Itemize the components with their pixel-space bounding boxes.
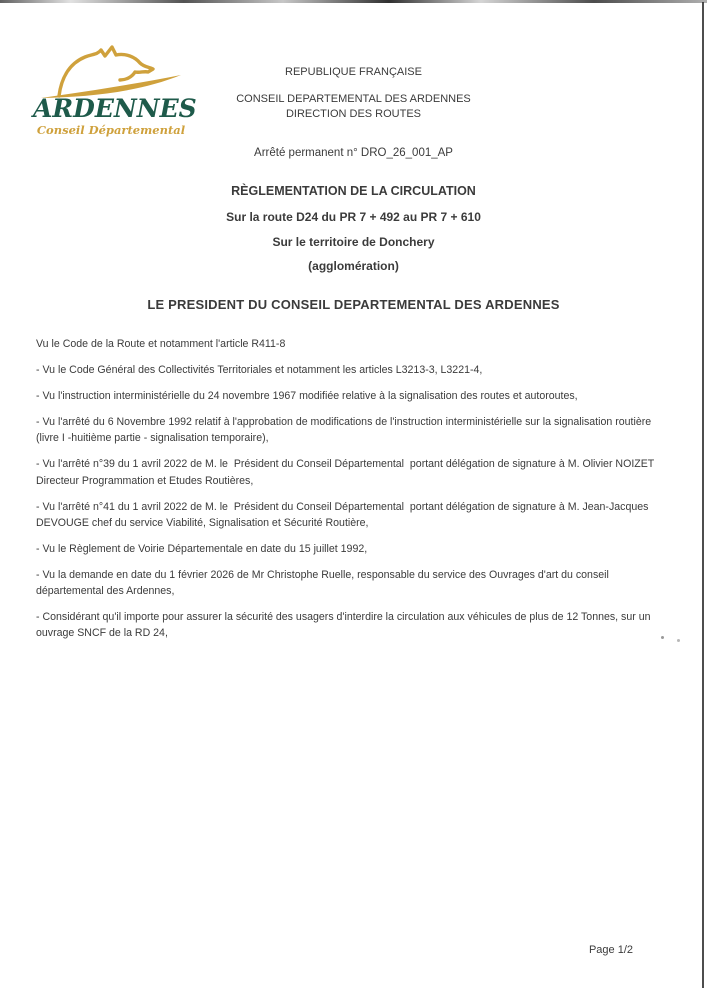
body-paragraph: - Considérant qu'il importe pour assurer la sécurité des usagers d'interdire la circulation aux véhicules de plus de 12 Tonnes, sur un ouvrage SNCF de la RD 24,: [36, 611, 654, 640]
title-line-regulation: RÈGLEMENTATION DE LA CIRCULATION: [231, 184, 476, 198]
body-paragraph: - Vu le Règlement de Voirie Départementale en date du 15 juillet 1992,: [36, 542, 368, 555]
decree-body: [36, 336, 672, 651]
direction-line: DIRECTION DES ROUTES: [285, 108, 422, 120]
page-number: Page 1/2: [588, 944, 633, 956]
department-logo: [33, 44, 197, 137]
title-line-agglomeration: (agglomération): [308, 259, 399, 273]
republic-line: REPUBLIQUE FRANÇAISE: [285, 66, 422, 78]
body-paragraph: - Vu le Code Général des Collectivités Territoriales et notamment les articles L3213-3, L3221-4,: [36, 364, 483, 377]
body-paragraph: - Vu l'arrêté du 6 Novembre 1992 relatif à l'approbation de modifications de l'instruction interministérielle sur la signalisation routière (livre I -huitième partie - signalisation temporaire),: [36, 416, 655, 445]
logo-subtitle: Conseil Départemental: [36, 123, 186, 137]
body-paragraph: Vu le Code de la Route et notamment l'article R411-8: [36, 338, 286, 350]
title-line-route: Sur la route D24 du PR 7 + 492 au PR 7 + 610: [226, 210, 481, 224]
body-paragraph: - Vu l'instruction interministérielle du 24 novembre 1967 modifiée relative à la signalisation des routes et autoroutes,: [36, 390, 578, 403]
decree-reference-line: Arrêté permanent n° DRO_26_001_AP: [254, 147, 453, 159]
body-paragraph: - Vu la demande en date du 1 février 2026 de Mr Christophe Ruelle, responsable du service des Ouvrages d'art du conseil départemental des Ardennes,: [36, 568, 612, 598]
logo-wordmark: ARDENNES: [33, 94, 197, 123]
scan-edge-top: [0, 0, 707, 3]
president-heading: LE PRESIDENT DU CONSEIL DEPARTEMENTAL DES ARDENNES: [147, 297, 560, 312]
body-paragraph: - Vu l'arrêté n°41 du 1 avril 2022 de M. le Président du Conseil Départemental portant délégation de signature à M. Jean-Jacques DEVOUGE chef du service Viabilité, Signalisation et Sécurité Routière,: [36, 500, 652, 529]
scan-speck: [677, 639, 680, 642]
organization-line: CONSEIL DEPARTEMENTAL DES ARDENNES: [236, 93, 471, 105]
title-line-territory: Sur le territoire de Donchery: [272, 235, 435, 249]
body-paragraph: - Vu l'arrêté n°39 du 1 avril 2022 de M. le Président du Conseil Départemental portant délégation de signature à M. Olivier NOIZET Directeur Programmation et Etudes Routières,: [36, 458, 658, 487]
